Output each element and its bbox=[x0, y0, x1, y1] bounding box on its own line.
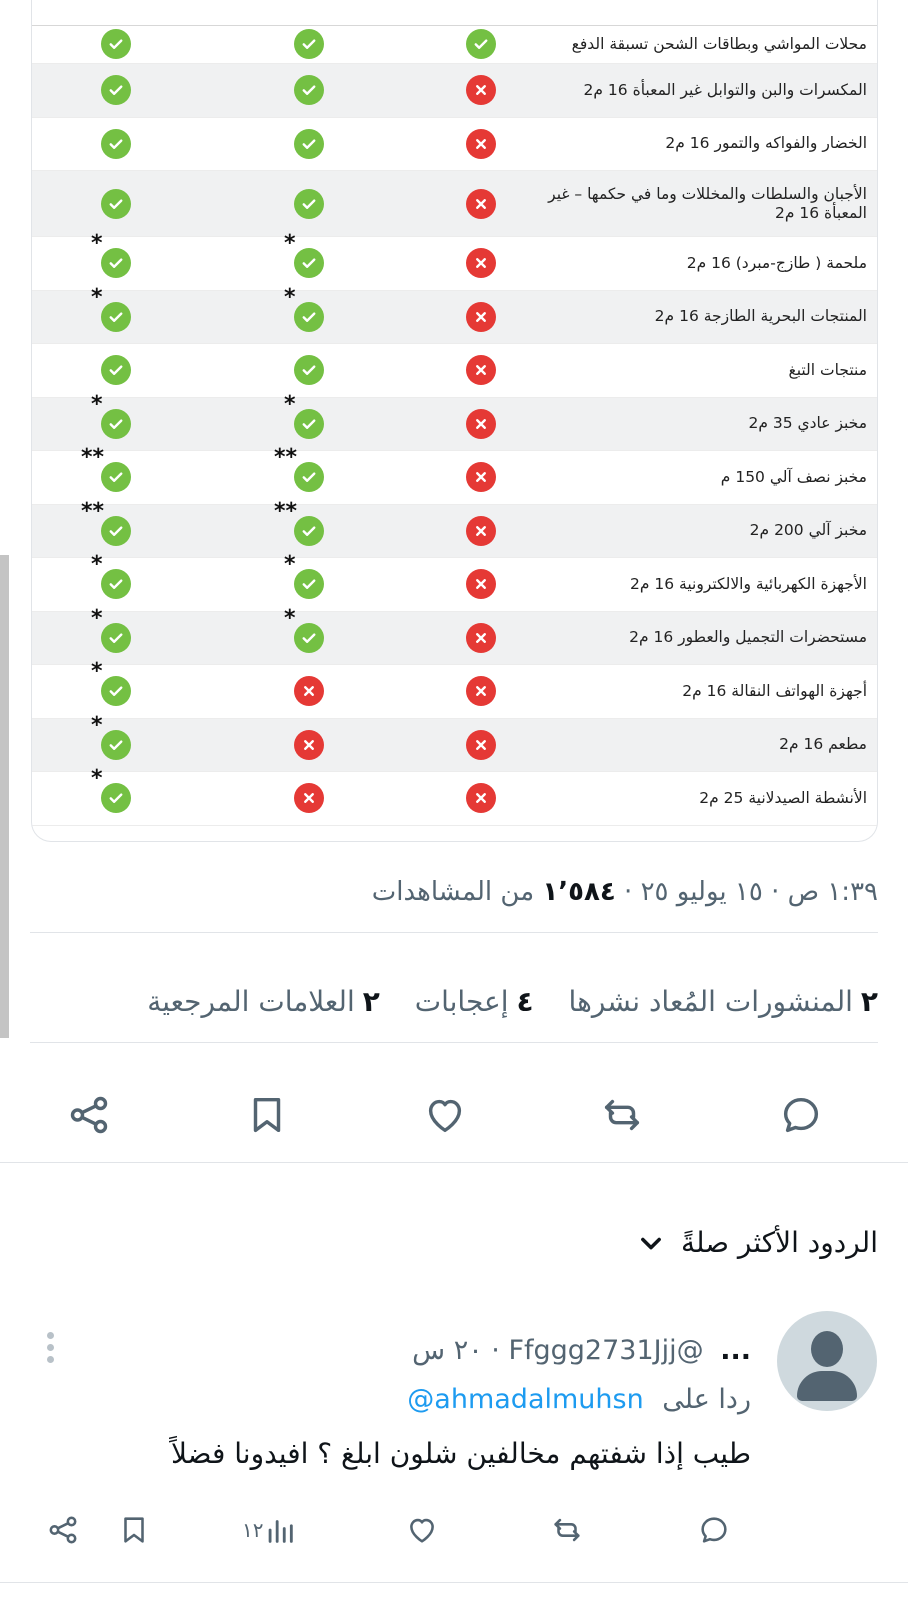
status-cell bbox=[294, 189, 324, 219]
share-icon bbox=[46, 1513, 80, 1547]
footnote-marker: * bbox=[91, 391, 103, 417]
engagement-stats bbox=[121, 985, 878, 1018]
status-cell bbox=[466, 75, 496, 105]
reposts-count: ٢ bbox=[860, 985, 878, 1018]
status-cell bbox=[81, 498, 131, 546]
footnote-marker: ** bbox=[81, 445, 105, 471]
avatar-body bbox=[797, 1371, 857, 1401]
check-icon bbox=[101, 75, 131, 105]
status-cell bbox=[284, 552, 324, 599]
reply-username[interactable]: @Ffggg2731Jjj bbox=[508, 1335, 704, 1366]
table-row bbox=[32, 171, 877, 237]
cross-icon bbox=[466, 355, 496, 385]
like-button[interactable] bbox=[420, 1090, 470, 1140]
status-cell bbox=[466, 409, 496, 439]
reply-icon bbox=[697, 1513, 731, 1547]
reply-reply-button[interactable] bbox=[697, 1510, 731, 1550]
status-cell bbox=[284, 284, 324, 332]
replies-sort-label: الردود الأكثر صلةً bbox=[680, 1226, 878, 1259]
status-cell bbox=[91, 659, 131, 706]
check-icon bbox=[101, 409, 131, 439]
table-row bbox=[32, 498, 877, 559]
likes-count: ٤ bbox=[516, 985, 534, 1018]
footnote-marker: * bbox=[91, 659, 103, 685]
status-cell bbox=[101, 189, 131, 219]
check-icon bbox=[101, 302, 131, 332]
status-cell bbox=[294, 29, 324, 59]
table-row bbox=[32, 64, 877, 118]
views-count: ١٬٥٨٤ bbox=[542, 877, 616, 907]
status-cell bbox=[91, 712, 131, 760]
footnote-marker: * bbox=[284, 231, 296, 257]
status-cell bbox=[466, 516, 496, 546]
status-cell bbox=[466, 29, 496, 59]
status-cell bbox=[466, 355, 496, 385]
table-row bbox=[32, 231, 877, 291]
likes-label: إعجابات bbox=[414, 985, 509, 1018]
footnote-marker: * bbox=[91, 605, 103, 631]
check-icon bbox=[294, 75, 324, 105]
row-label: المكسرات والبن والتوابل غير المعبأة 16 م2 bbox=[583, 80, 867, 99]
footnote-marker: * bbox=[91, 284, 103, 310]
cross-icon bbox=[466, 75, 496, 105]
separator: · bbox=[491, 1335, 500, 1366]
check-icon bbox=[294, 302, 324, 332]
status-cell bbox=[294, 676, 324, 706]
check-icon bbox=[101, 29, 131, 59]
footnote-marker: * bbox=[91, 766, 103, 792]
share-icon bbox=[66, 1092, 112, 1138]
footnote-marker: * bbox=[284, 391, 296, 417]
reply-icon bbox=[778, 1092, 824, 1138]
check-icon bbox=[101, 623, 131, 653]
activities-table bbox=[32, 25, 877, 826]
tweet-media-image[interactable] bbox=[31, 0, 878, 842]
cross-icon bbox=[466, 189, 496, 219]
cross-icon bbox=[466, 248, 496, 278]
heart-icon bbox=[422, 1092, 468, 1138]
reply-display-name[interactable]: ... bbox=[720, 1335, 751, 1366]
footnote-marker: * bbox=[284, 605, 296, 631]
status-cell bbox=[91, 284, 131, 332]
reply-time[interactable]: ٢٠ س bbox=[412, 1335, 483, 1366]
status-cell bbox=[294, 730, 324, 760]
check-icon bbox=[101, 676, 131, 706]
avatar-head bbox=[811, 1331, 843, 1367]
divider bbox=[0, 1582, 908, 1583]
table-row bbox=[32, 344, 877, 398]
row-label: مستحضرات التجميل والعطور 16 م2 bbox=[629, 628, 867, 647]
row-label: الأجهزة الكهربائية والالكترونية 16 م2 bbox=[629, 574, 867, 593]
replying-to-handle[interactable]: @ahmadalmuhsn bbox=[407, 1384, 644, 1415]
heart-icon bbox=[405, 1513, 439, 1547]
status-cell bbox=[466, 302, 496, 332]
status-cell bbox=[274, 498, 324, 546]
table-row bbox=[32, 25, 877, 64]
more-options-button[interactable] bbox=[42, 1332, 58, 1370]
separator: · bbox=[771, 877, 780, 907]
check-icon bbox=[101, 248, 131, 278]
bookmarks-stat[interactable] bbox=[147, 985, 380, 1018]
check-icon bbox=[294, 516, 324, 546]
bookmarks-label: العلامات المرجعية bbox=[147, 985, 355, 1018]
row-label: المنتجات البحرية الطازجة 16 م2 bbox=[654, 307, 867, 326]
check-icon bbox=[101, 462, 131, 492]
scroll-indicator bbox=[0, 555, 9, 1038]
cross-icon bbox=[466, 783, 496, 813]
status-cell bbox=[466, 189, 496, 219]
check-icon bbox=[294, 462, 324, 492]
status-cell bbox=[284, 605, 324, 653]
reply-header bbox=[412, 1335, 751, 1366]
footnote-marker: ** bbox=[274, 445, 298, 471]
check-icon bbox=[294, 409, 324, 439]
repost-icon bbox=[599, 1092, 645, 1138]
row-label: الأجبان والسلطات والمخللات وما في حكمها – غير المعبأة 16 م2 bbox=[548, 184, 867, 222]
check-icon bbox=[294, 355, 324, 385]
reply-views-button[interactable] bbox=[238, 1510, 297, 1550]
status-cell bbox=[466, 730, 496, 760]
status-cell bbox=[91, 552, 131, 599]
status-cell bbox=[466, 623, 496, 653]
footnote-marker: * bbox=[91, 231, 103, 257]
bookmark-icon bbox=[244, 1092, 290, 1138]
row-label: مخبز آلي 200 م2 bbox=[749, 521, 867, 540]
status-cell bbox=[91, 231, 131, 278]
status-cell bbox=[294, 75, 324, 105]
cross-icon bbox=[466, 129, 496, 159]
repost-icon bbox=[550, 1513, 584, 1547]
check-icon bbox=[294, 29, 324, 59]
table-row bbox=[32, 118, 877, 172]
status-cell bbox=[294, 783, 324, 813]
table-row bbox=[32, 766, 877, 826]
check-icon bbox=[101, 569, 131, 599]
cross-icon bbox=[466, 730, 496, 760]
reposts-stat[interactable] bbox=[569, 985, 878, 1018]
cross-icon bbox=[466, 516, 496, 546]
check-icon bbox=[294, 569, 324, 599]
check-icon bbox=[294, 189, 324, 219]
reply-views-count: ١٢ bbox=[242, 1518, 264, 1542]
status-cell bbox=[101, 129, 131, 159]
separator: · bbox=[624, 877, 633, 907]
divider bbox=[30, 932, 878, 933]
likes-stat[interactable] bbox=[415, 985, 534, 1018]
reply-like-button[interactable] bbox=[405, 1510, 439, 1550]
cross-icon bbox=[466, 569, 496, 599]
row-label: أجهزة الهواتف النقالة 16 م2 bbox=[682, 681, 867, 700]
check-icon bbox=[101, 730, 131, 760]
reply-text: طيب إذا شفتهم مخالفين شلون ابلغ ؟ افيدونا فضلاً bbox=[170, 1437, 751, 1470]
tweet-time[interactable]: ١:٣٩ ص bbox=[787, 877, 878, 907]
cross-icon bbox=[466, 623, 496, 653]
status-cell bbox=[294, 355, 324, 385]
reply-action-bar bbox=[0, 1510, 908, 1554]
footnote-marker: * bbox=[284, 284, 296, 310]
table-row bbox=[32, 659, 877, 719]
share-button[interactable] bbox=[64, 1090, 114, 1140]
row-label: ملحمة ( طازج-مبرد) 16 م2 bbox=[686, 253, 867, 272]
check-icon bbox=[101, 783, 131, 813]
status-cell bbox=[466, 569, 496, 599]
bookmark-icon bbox=[117, 1513, 151, 1547]
check-icon bbox=[294, 248, 324, 278]
check-icon bbox=[466, 29, 496, 59]
row-label: الأنشطة الصيدلانية 25 م2 bbox=[699, 788, 867, 807]
table-row bbox=[32, 605, 877, 666]
reply-repost-button[interactable] bbox=[550, 1510, 584, 1550]
status-cell bbox=[101, 75, 131, 105]
row-label: محلات المواشي وبطاقات الشحن تسبقة الدفع bbox=[571, 34, 867, 53]
row-label: منتجات التبغ bbox=[788, 360, 867, 379]
status-cell bbox=[466, 462, 496, 492]
status-cell bbox=[466, 676, 496, 706]
check-icon bbox=[101, 129, 131, 159]
chevron-down-icon bbox=[637, 1229, 665, 1257]
table-row bbox=[32, 552, 877, 612]
row-label: مطعم 16 م2 bbox=[779, 735, 867, 754]
replies-sort-dropdown[interactable] bbox=[637, 1226, 878, 1259]
cross-icon bbox=[466, 462, 496, 492]
bookmarks-count: ٢ bbox=[362, 985, 380, 1018]
status-cell bbox=[91, 605, 131, 653]
footnote-marker: * bbox=[91, 712, 103, 738]
status-cell bbox=[101, 355, 131, 385]
status-cell bbox=[91, 766, 131, 813]
cross-icon bbox=[294, 676, 324, 706]
cross-icon bbox=[294, 783, 324, 813]
check-icon bbox=[294, 623, 324, 653]
divider bbox=[30, 1042, 878, 1043]
status-cell bbox=[91, 391, 131, 439]
check-icon bbox=[294, 129, 324, 159]
row-label: مخبز عادي 35 م2 bbox=[748, 414, 867, 433]
cross-icon bbox=[466, 302, 496, 332]
reply-button[interactable] bbox=[776, 1090, 826, 1140]
cross-icon bbox=[466, 676, 496, 706]
status-cell bbox=[81, 445, 131, 492]
replying-to bbox=[407, 1384, 751, 1415]
tweet-action-bar bbox=[0, 1090, 908, 1150]
status-cell bbox=[284, 231, 324, 278]
table-row bbox=[32, 284, 877, 345]
footnote-marker: ** bbox=[81, 498, 105, 524]
reply-share-button[interactable] bbox=[46, 1510, 80, 1550]
footnote-marker: * bbox=[284, 552, 296, 578]
table-row bbox=[32, 391, 877, 452]
avatar[interactable] bbox=[777, 1311, 877, 1411]
status-cell bbox=[466, 129, 496, 159]
row-label: مخبز نصف آلي 150 م bbox=[720, 467, 867, 486]
replying-to-label: ردا على bbox=[662, 1384, 751, 1415]
bookmark-button[interactable] bbox=[242, 1090, 292, 1140]
tweet-date[interactable]: ١٥ يوليو ٢٥ bbox=[640, 877, 763, 907]
check-icon bbox=[101, 516, 131, 546]
status-cell bbox=[284, 391, 324, 439]
check-icon bbox=[101, 355, 131, 385]
divider bbox=[0, 1162, 908, 1163]
cross-icon bbox=[294, 730, 324, 760]
check-icon bbox=[101, 189, 131, 219]
status-cell bbox=[274, 445, 324, 492]
table-row bbox=[32, 712, 877, 773]
repost-button[interactable] bbox=[597, 1090, 647, 1140]
status-cell bbox=[294, 129, 324, 159]
footnote-marker: ** bbox=[274, 498, 298, 524]
cross-icon bbox=[466, 409, 496, 439]
table-row bbox=[32, 445, 877, 505]
tweet-meta bbox=[372, 877, 878, 907]
views-icon bbox=[263, 1513, 297, 1547]
views-label: من المشاهدات bbox=[371, 877, 535, 907]
status-cell bbox=[466, 783, 496, 813]
reposts-label: المنشورات المُعاد نشرها bbox=[568, 985, 853, 1018]
footnote-marker: * bbox=[91, 552, 103, 578]
row-label: الخضار والفواكه والتمور 16 م2 bbox=[665, 134, 867, 153]
status-cell bbox=[101, 29, 131, 59]
status-cell bbox=[466, 248, 496, 278]
reply-bookmark-button[interactable] bbox=[117, 1510, 151, 1550]
